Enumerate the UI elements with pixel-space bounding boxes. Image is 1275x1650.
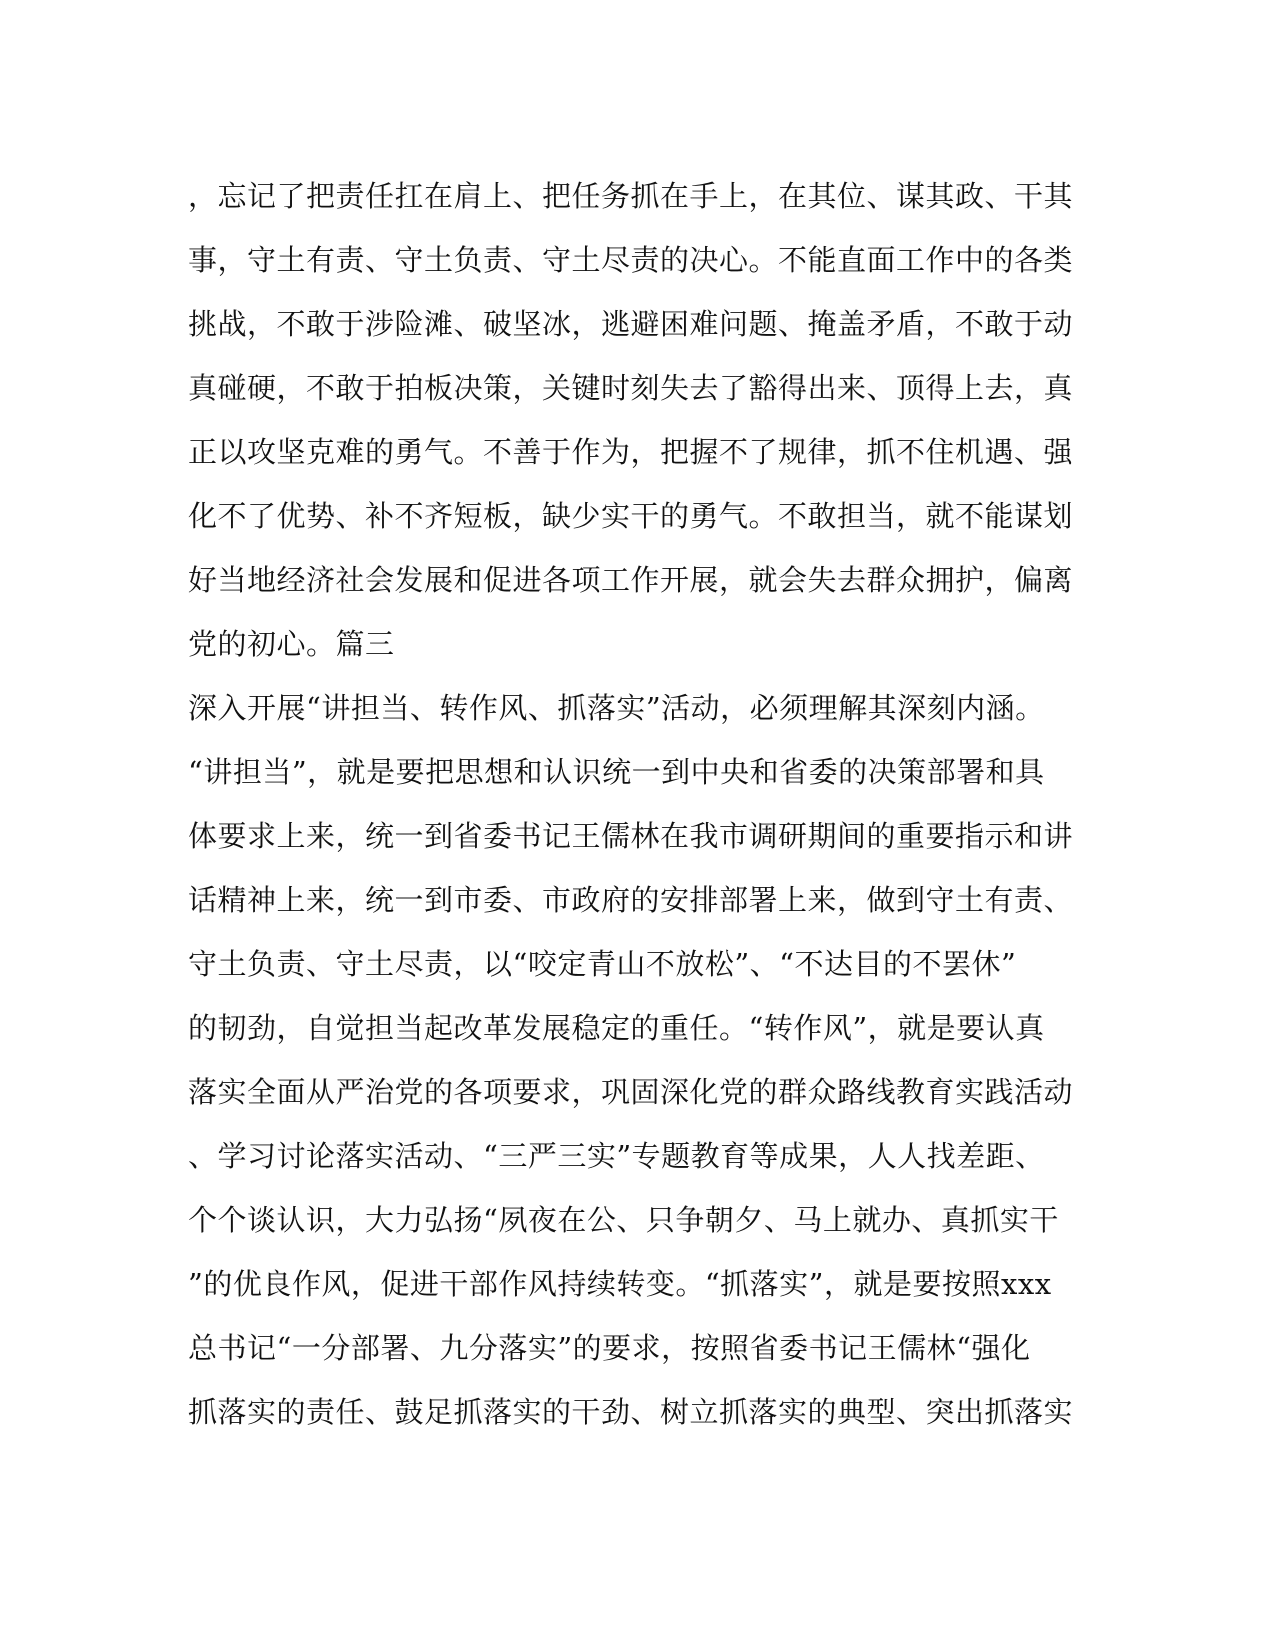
text-line: 真碰硬，不敢于拍板决策，关键时刻失去了豁得出来、顶得上去，真 (188, 371, 1074, 405)
text-line: ”的优良作风，促进干部作风持续转变。“抓落实”，就是要按照xxx (188, 1267, 1052, 1301)
text-line: 好当地经济社会发展和促进各项工作开展，就会失去群众拥护，偏离 (188, 563, 1074, 597)
text-line: 深入开展“讲担当、转作风、抓落实”活动，必须理解其深刻内涵。 (188, 691, 1045, 725)
body-text (188, 164, 1088, 1444)
text-line: 挑战，不敢于涉险滩、破坚冰，逃避困难问题、掩盖矛盾，不敢于动 (188, 307, 1074, 341)
text-line: 个个谈认识，大力弘扬“夙夜在公、只争朝夕、马上就办、真抓实干 (188, 1203, 1059, 1237)
text-line: 化不了优势、补不齐短板，缺少实干的勇气。不敢担当，就不能谋划 (188, 499, 1074, 533)
text-line: 事，守土有责、守土负责、守土尽责的决心。不能直面工作中的各类 (188, 243, 1074, 277)
text-line: 正以攻坚克难的勇气。不善于作为，把握不了规律，抓不住机遇、强 (188, 435, 1074, 469)
text-line: ，忘记了把责任扛在肩上、把任务抓在手上，在其位、谋其政、干其 (188, 179, 1074, 213)
text-line: 党的初心。篇三 (188, 627, 395, 661)
text-line: 守土负责、守土尽责，以“咬定青山不放松”、“不达目的不罢休” (188, 947, 1017, 981)
text-line: 体要求上来，统一到省委书记王儒林在我市调研期间的重要指示和讲 (188, 819, 1074, 853)
text-line: 落实全面从严治党的各项要求，巩固深化党的群众路线教育实践活动 (188, 1075, 1074, 1109)
text-line: 的韧劲，自觉担当起改革发展稳定的重任。“转作风”，就是要认真 (188, 1011, 1045, 1045)
text-line: 、学习讨论落实活动、“三严三实”专题教育等成果，人人找差距、 (188, 1139, 1045, 1173)
text-line: 抓落实的责任、鼓足抓落实的干劲、树立抓落实的典型、突出抓落实 (188, 1395, 1074, 1429)
text-line: 总书记“一分部署、九分落实”的要求，按照省委书记王儒林“强化 (188, 1331, 1031, 1365)
text-line: 话精神上来，统一到市委、市政府的安排部署上来，做到守土有责、 (188, 883, 1074, 917)
text-line: “讲担当”，就是要把思想和认识统一到中央和省委的决策部署和具 (188, 755, 1045, 789)
